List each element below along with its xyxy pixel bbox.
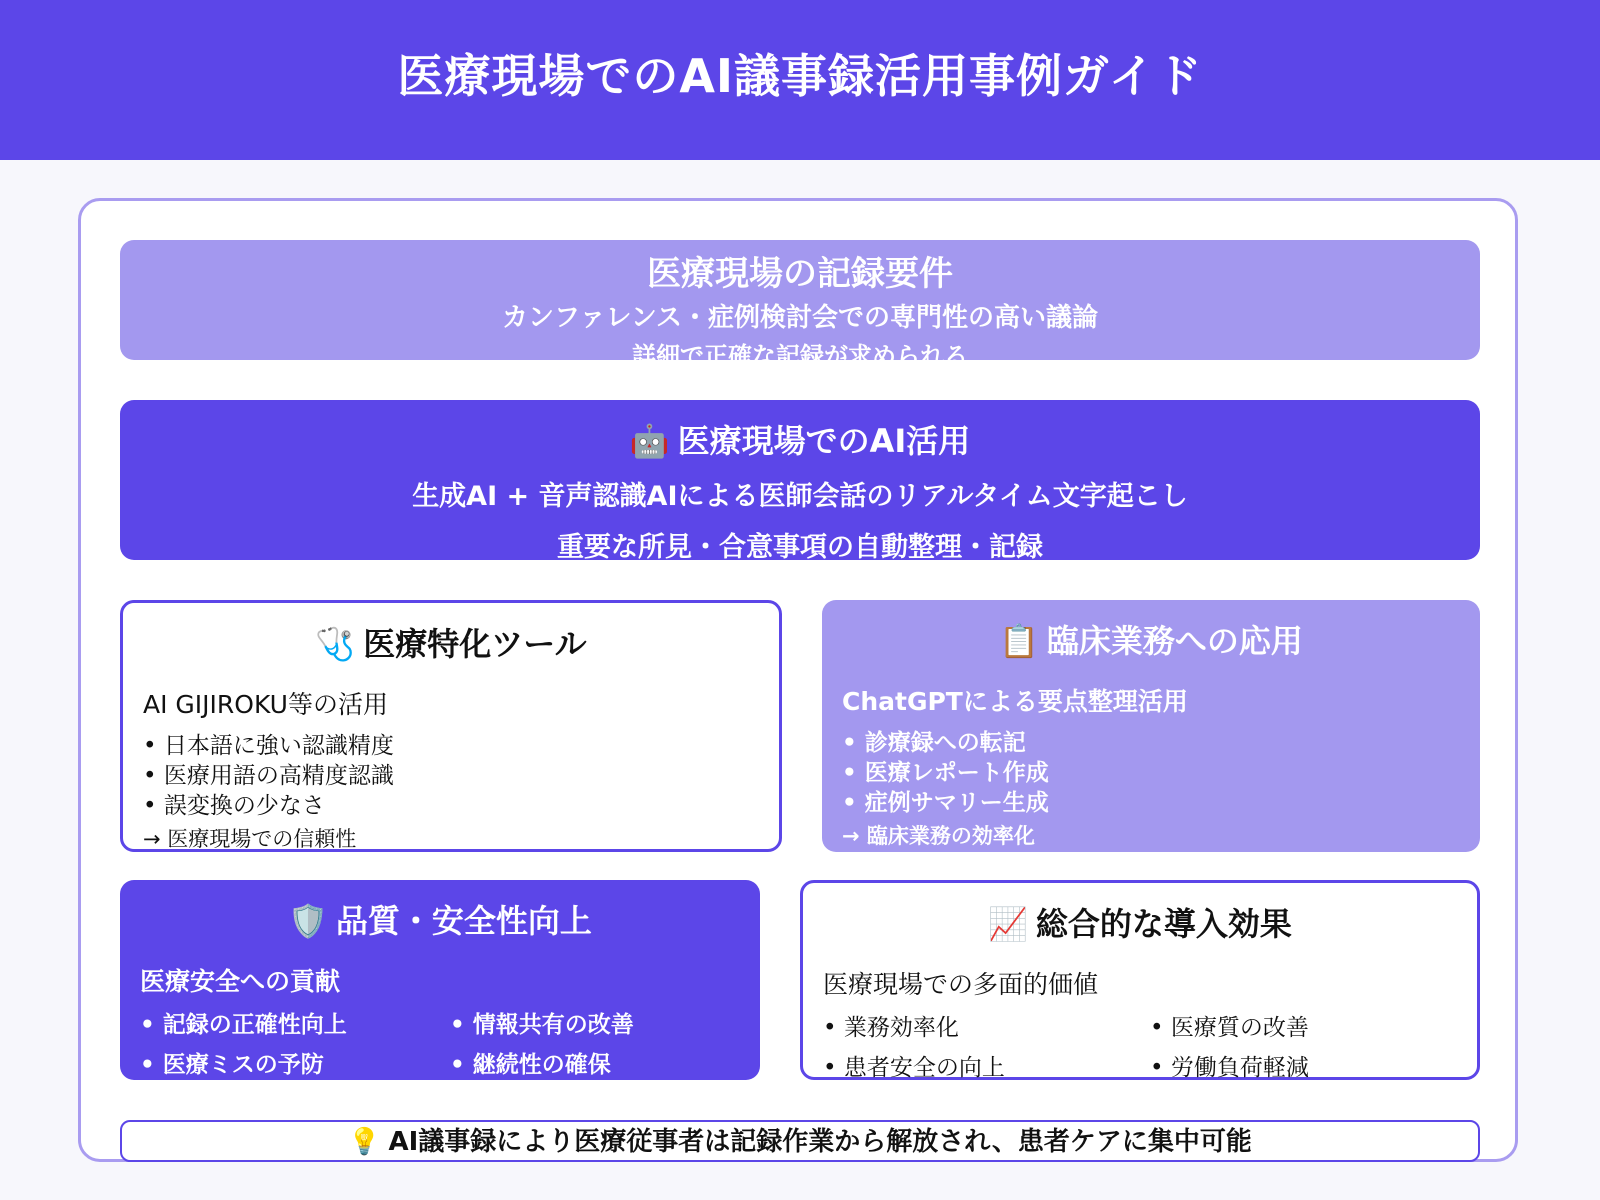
clinical-list: [842, 728, 1480, 818]
list-item: • 記録の正確性向上: [140, 1012, 347, 1038]
tools-subtitle: AI GIJIROKU等の活用: [143, 690, 388, 719]
list-item: • 診療録への転記: [842, 730, 1026, 756]
quality-title: 品質・安全性向上: [335, 902, 592, 940]
quality-subtitle: 医療安全への貢献: [140, 967, 341, 996]
list-item: • 医療レポート作成: [842, 760, 1049, 786]
header-banner: [0, 0, 1600, 160]
tools-note: → 医療現場での信頼性: [143, 827, 357, 851]
ai-use-line-2: 重要な所見・合意事項の自動整理・記録: [557, 532, 1043, 563]
requirements-line-2: 詳細で正確な記録が求められる: [632, 342, 968, 370]
footer-text: AI議事録により医療従事者は記録作業から解放され、患者ケアに集中可能: [388, 1127, 1252, 1157]
effect-title-row: [803, 899, 1477, 945]
effect-subtitle: 医療現場での多面的価値: [823, 970, 1099, 999]
clipboard-icon: 📋: [999, 622, 1039, 660]
tools-title-row: [123, 619, 779, 665]
lightbulb-icon: 💡: [348, 1127, 381, 1157]
list-item: • 症例サマリー生成: [842, 790, 1049, 816]
quality-card: [120, 880, 760, 1080]
list-item: • 医療質の改善: [1150, 1015, 1309, 1041]
clinical-title-row: [822, 616, 1480, 662]
list-item: • 継続性の確保: [450, 1052, 611, 1078]
ai-use-box: [120, 400, 1480, 563]
clinical-subtitle: ChatGPTによる要点整理活用: [842, 687, 1188, 716]
requirements-box: [120, 240, 1480, 370]
effect-list: [823, 1013, 1477, 1083]
tools-list: [143, 731, 779, 821]
list-item: • 患者安全の向上: [823, 1055, 1005, 1081]
stethoscope-icon: 🩺: [315, 625, 356, 663]
requirements-line-1: カンファレンス・症例検討会での専門性の高い議論: [501, 303, 1099, 333]
list-item: • 医療ミスの予防: [140, 1052, 324, 1078]
tools-title: 医療特化ツール: [363, 625, 587, 663]
requirements-title: 医療現場の記録要件: [647, 254, 953, 294]
list-item: • 労働負荷軽減: [1150, 1055, 1309, 1081]
effect-title: 総合的な導入効果: [1035, 905, 1292, 943]
tools-card: [120, 600, 782, 852]
clinical-note: → 臨床業務の効率化: [842, 824, 1035, 848]
list-item: • 誤変換の少なさ: [143, 793, 325, 819]
ai-use-title-row: [120, 416, 1480, 462]
list-item: • 情報共有の改善: [450, 1012, 634, 1038]
clinical-title: 臨床業務への応用: [1046, 622, 1303, 660]
list-item: • 業務効率化: [823, 1015, 959, 1041]
footer-banner: [120, 1120, 1480, 1162]
quality-title-row: [120, 896, 760, 942]
ai-use-line-1: 生成AI + 音声認識AIによる医師会話のリアルタイム文字起こし: [412, 481, 1188, 512]
ai-use-title: 医療現場でのAI活用: [677, 422, 971, 460]
page-title: 医療現場でのAI議事録活用事例ガイド: [397, 49, 1203, 103]
robot-icon: 🤖: [629, 422, 670, 460]
list-item: • 医療用語の高精度認識: [143, 763, 394, 789]
effect-card: [800, 880, 1480, 1080]
quality-list: [140, 1010, 760, 1080]
chart-up-icon: 📈: [988, 905, 1028, 943]
list-item: • 日本語に強い認識精度: [143, 733, 394, 759]
shield-icon: 🛡️: [288, 902, 328, 940]
clinical-card: [822, 600, 1480, 852]
